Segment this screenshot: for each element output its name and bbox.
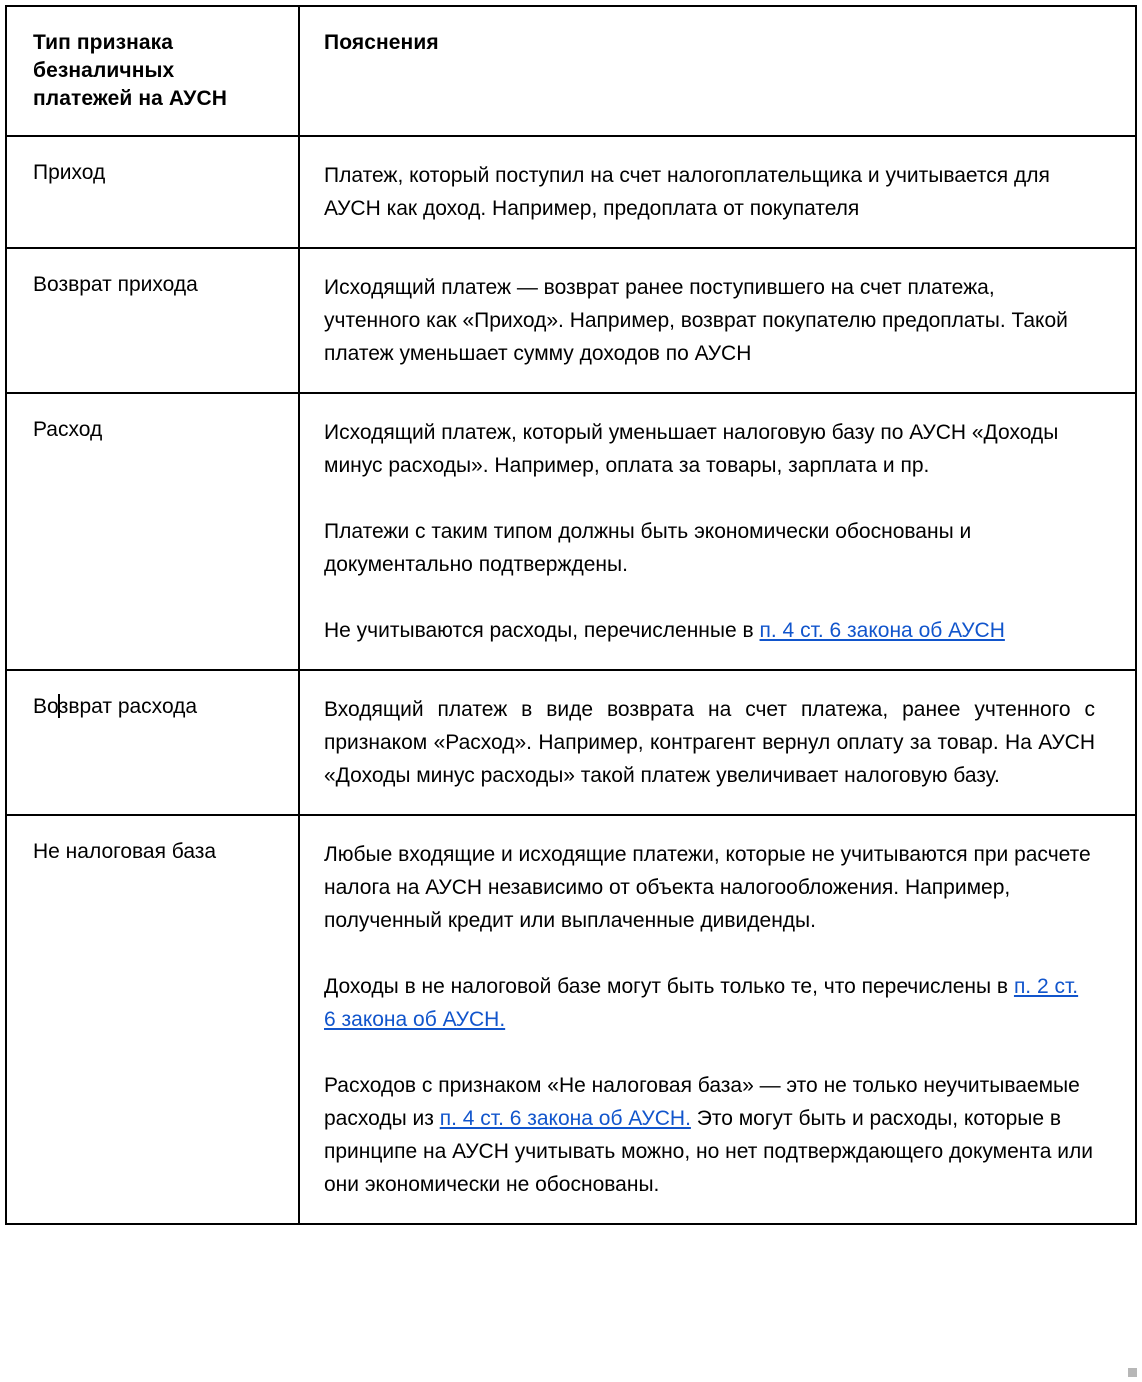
explanation-paragraph: Любые входящие и исходящие платежи, которые не учитываются при расчете налога на АУСН независимо от объекта налогообложения. Например, полученный кредит или выплаченные дивиденды. bbox=[324, 843, 1091, 932]
explanation-paragraph: Исходящий платеж — возврат ранее поступившего на счет платежа, учтенного как «Приход». Например, возврат покупателю предоплаты. Такой платеж уменьшает сумму доходов по АУСН bbox=[324, 276, 1068, 365]
explanation-body-4 bbox=[300, 816, 1135, 1223]
payment-type-label: Не налоговая база bbox=[33, 840, 217, 863]
table-resize-handle[interactable] bbox=[1128, 1368, 1137, 1377]
cell-explanation[interactable] bbox=[299, 393, 1136, 670]
payment-type-label-with-caret: Возврат расхода bbox=[33, 695, 198, 718]
cell-type[interactable] bbox=[6, 136, 299, 248]
explanation-paragraph: Платеж, который поступил на счет налогоплательщика и учитывается для АУСН как доход. Например, предоплата от покупателя bbox=[324, 164, 1050, 220]
explanation-body-2 bbox=[300, 394, 1135, 669]
table-row bbox=[6, 670, 1136, 815]
explanation-paragraph: Не учитываются расходы, перечисленные в п. 4 ст. 6 закона об АУСН bbox=[324, 619, 1005, 642]
table-row bbox=[6, 815, 1136, 1224]
payment-type-table bbox=[5, 5, 1137, 1225]
table-row bbox=[6, 393, 1136, 670]
explanation-paragraph: Расходов с признаком «Не налоговая база» — это не только неучитываемые расходы из п. 4 ст. 6 закона об АУСН. Это могут быть и расходы, которые в принципе на АУСН учитывать можно, но нет подтверждающего документа или они экономически не обоснованы. bbox=[324, 1074, 1094, 1196]
table-body bbox=[6, 6, 1136, 1224]
law-reference-link[interactable]: п. 4 ст. 6 закона об АУСН. bbox=[439, 1107, 691, 1130]
explanation-paragraph: Доходы в не налоговой базе могут быть только те, что перечислены в п. 2 ст. 6 закона об АУСН. bbox=[324, 975, 1079, 1031]
cell-type[interactable] bbox=[6, 393, 299, 670]
explanation-body-1 bbox=[300, 249, 1135, 392]
payment-type-label: Возврат прихода bbox=[33, 273, 198, 296]
column-header-explanation-label: Пояснения bbox=[324, 31, 439, 54]
text-cursor-caret bbox=[58, 694, 60, 718]
explanation-paragraph: Платежи с таким типом должны быть экономически обоснованы и документально подтверждены. bbox=[324, 520, 972, 576]
payment-type-label: Расход bbox=[33, 418, 103, 441]
cell-explanation[interactable] bbox=[299, 248, 1136, 393]
explanation-body-3 bbox=[300, 671, 1135, 814]
table-row bbox=[6, 248, 1136, 393]
cell-explanation[interactable] bbox=[299, 815, 1136, 1224]
table-row bbox=[6, 136, 1136, 248]
table-header-row bbox=[6, 6, 1136, 136]
header-cell-type[interactable] bbox=[6, 6, 299, 136]
cell-explanation[interactable] bbox=[299, 136, 1136, 248]
explanation-paragraph: Исходящий платеж, который уменьшает налоговую базу по АУСН «Доходы минус расходы». Например, оплата за товары, зарплата и пр. bbox=[324, 421, 1059, 477]
cell-type[interactable] bbox=[6, 815, 299, 1224]
payment-type-label: Приход bbox=[33, 161, 106, 184]
cell-type[interactable] bbox=[6, 670, 299, 815]
explanation-body-0 bbox=[300, 137, 1135, 247]
law-reference-link[interactable]: п. 2 ст. 6 закона об АУСН. bbox=[324, 975, 1079, 1031]
header-cell-explanation[interactable] bbox=[299, 6, 1136, 136]
cell-type[interactable] bbox=[6, 248, 299, 393]
column-header-type-label: Тип признака безналичных платежей на АУСН bbox=[33, 31, 227, 110]
explanation-paragraph: Входящий платеж в виде возврата на счет платежа, ранее учтенного с признаком «Расход». Например, контрагент вернул оплату за товар. На АУСН «Доходы минус расходы» такой платеж увеличивает налоговую базу. bbox=[324, 698, 1095, 787]
cell-explanation[interactable] bbox=[299, 670, 1136, 815]
law-reference-link[interactable]: п. 4 ст. 6 закона об АУСН bbox=[759, 619, 1005, 642]
